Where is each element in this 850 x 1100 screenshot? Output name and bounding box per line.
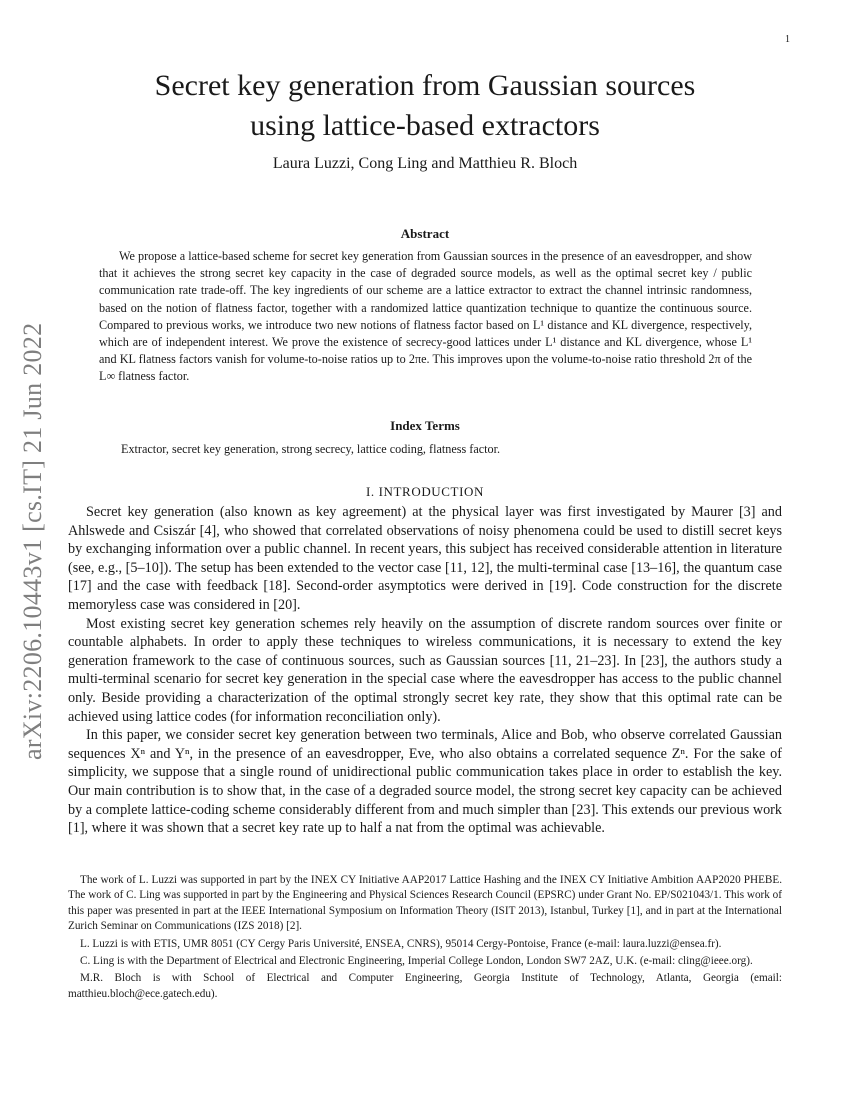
paper-title — [80, 66, 770, 146]
abstract-text: We propose a lattice-based scheme for secret key generation from Gaussian sources in the presence of an eavesdropper, and show that it achieves the strong secret key capacity in the case of degraded source models, as well as the optimal secret key / public communication rate trade-off. The key ingredients of our scheme are a lattice extractor to extract the channel intrinsic randomness, based on the notion of flatness factor, together with a randomized lattice quantization technique to quantize the continuous source. Compared to previous works, we introduce two new notions of flatness factor based on L¹ distance and KL divergence, respectively, which are of independent interest. We prove the existence of secrecy-good lattices under L¹ distance and KL divergence, whose L¹ and KL flatness factors vanish for volume-to-noise ratios up to 2πe. This improves upon the volume-to-noise ratio threshold 2π of the L∞ flatness factor. — [99, 249, 752, 384]
intro-paragraph-3: In this paper, we consider secret key generation between two terminals, Alice and Bob, who observe correlated Gaussian sequences Xⁿ and Yⁿ, in the presence of an eavesdropper, Eve, who also obtains a correlated sequence Zⁿ. For the sake of simplicity, we suppose that a single round of unidirectional public communication takes place in order to establish the key. Our main contribution is to show that, in the case of a degraded source model, the strong secret key capacity can be achieved by a complete lattice-coding scheme considerably different from and much simpler than [23]. This extends our previous work [1], where it was shown that a secret key rate up to half a nat from the optimal was achievable. — [68, 727, 782, 837]
footnote-funding: The work of L. Luzzi was supported in part by the INEX CY Initiative AAP2017 Lattice Hashing and the INEX CY Initiative Ambition AAP2020 PHEBE. The work of C. Ling was supported in part by the Engineering and Physical Sciences Research Council (EPSRC) under Grant No. EP/S021043/1. This work of this paper was presented in part at the IEEE International Symposium on Information Theory (ISIT 2013), Istanbul, Turkey [1], and in part at the International Zurich Seminar on Communications (IZS 2018) [2]. — [68, 874, 782, 933]
page-number: 1 — [785, 34, 790, 45]
section-heading-introduction: I. INTRODUCTION — [365, 484, 485, 499]
footnotes — [68, 873, 782, 1004]
abstract-heading: Abstract — [400, 226, 450, 241]
introduction-body — [68, 503, 782, 838]
author-list: Laura Luzzi, Cong Ling and Matthieu R. Bloch — [272, 155, 578, 172]
title-line-2: using lattice-based extractors — [250, 109, 600, 142]
footnote-luzzi-affiliation: L. Luzzi is with ETIS, UMR 8051 (CY Cergy Paris Université, ENSEA, CNRS), 95014 Cergy-Pontoise, France (e-mail: laura.luzzi@ensea.fr). — [80, 937, 722, 950]
arxiv-identifier-stamp: arXiv:2206.10443v1 [cs.IT] 21 Jun 2022 — [18, 322, 47, 760]
intro-paragraph-1: Secret key generation (also known as key agreement) at the physical layer was first investigated by Maurer [3] and Ahlswede and Csiszár [4], who showed that correlated observations of noisy phenomena could be used to distill secret keys by exchanging information over a public channel. In recent years, this subject has received considerable attention in literature (see, e.g., [5–10]). The setup has been extended to the vector case [11, 12], the multi-terminal case [13–16], the quantum case [17] and the case with feedback [18]. Second-order asymptotics were derived in [19]. Code construction for the discrete memoryless case was considered in [20]. — [68, 504, 782, 613]
index-terms-text: Extractor, secret key generation, strong secrecy, lattice coding, flatness factor. — [121, 442, 501, 456]
intro-paragraph-2: Most existing secret key generation schemes rely heavily on the assumption of discrete random sources over finite or countable alphabets. In order to apply these techniques to wireless communications, it is necessary to extend the key generation framework to the case of continuous sources, such as Gaussian sources [11, 21–23]. In [23], the authors study a multi-terminal scenario for secret key generation in the special case where the eavesdropper has access to the public channel only. Beside providing a characterization of the optimal strongly secret key rate, they show that this optimal rate can be achieved using lattice codes (for information reconciliation only). — [68, 615, 782, 725]
index-terms-heading: Index Terms — [390, 418, 460, 433]
footnote-ling-affiliation: C. Ling is with the Department of Electrical and Electronic Engineering, Imperial College London, London SW7 2AZ, U.K. (e-mail: cling@ieee.org). — [80, 955, 753, 968]
title-line-1: Secret key generation from Gaussian sources — [154, 69, 696, 102]
footnote-bloch-affiliation: M.R. Bloch is with School of Electrical and Computer Engineering, Georgia Institute of Technology, Atlanta, Georgia (email: matthieu.bloch@ece.gatech.edu). — [68, 972, 782, 1000]
